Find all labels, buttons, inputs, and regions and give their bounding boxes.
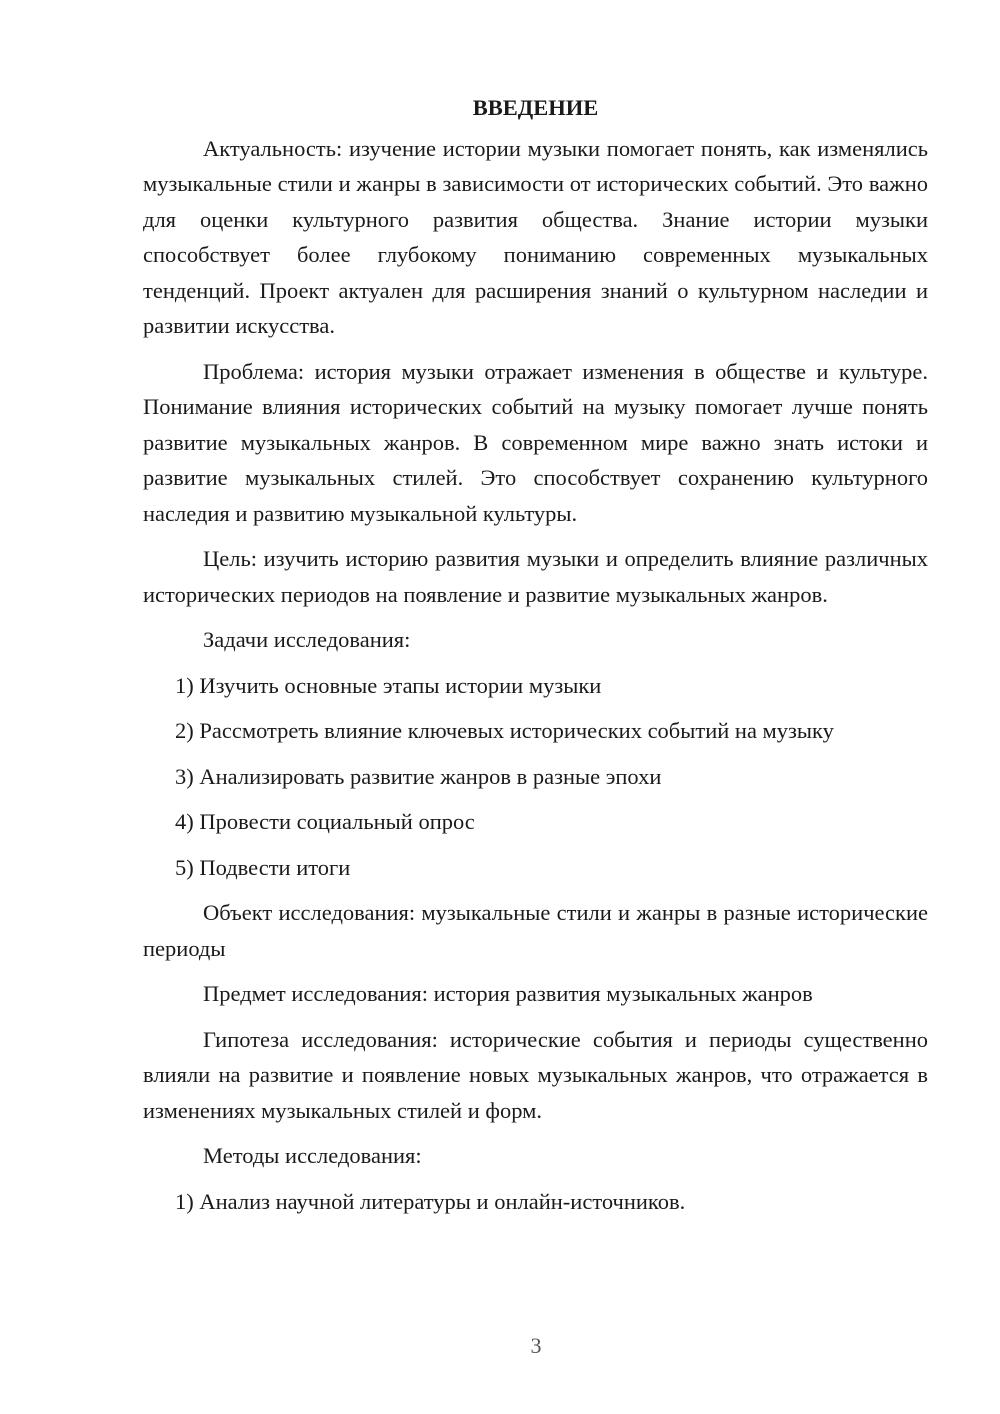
list-item: 4) Провести социальный опрос [175, 809, 475, 834]
methods-heading: Методы исследования: [203, 1143, 422, 1168]
list-item: 1) Изучить основные этапы истории музыки [175, 672, 602, 698]
list-item: 3) Анализировать развитие жанров в разные эпохи [175, 763, 662, 789]
list-item: 1) Анализ научной литературы и онлайн-источников. [175, 1188, 686, 1214]
paragraph-problem: Проблема: история музыки отражает изменения в обществе и культуре. Понимание влияния исторических событий на музыку помогает лучше понять развитие музыкальных жанров. В современном мире важно знать истоки и развитие музыкальных стилей. Это способствует сохранению культурного наследия и развитию музыкальной культуры. [143, 358, 928, 526]
paragraph-object: Объект исследования: музыкальные стили и жанры в разные исторические периоды [143, 900, 928, 961]
page-number: 3 [530, 1333, 542, 1358]
paragraph-relevance: Актуальность: изучение истории музыки помогает понять, как изменялись музыкальные стили и жанры в зависимости от исторических событий. Это важно для оценки культурного развития общества. Знание истории музыки способствует более глубокому пониманию современных музыкальных тенденций. Проект актуален для расширения знаний о культурном наследии и развитии искусства. [143, 135, 928, 338]
paragraph-subject: Предмет исследования: история развития музыкальных жанров [203, 981, 813, 1006]
paragraph-goal: Цель: изучить историю развития музыки и определить влияние различных исторических периодов на появление и развитие музыкальных жанров. [143, 546, 928, 607]
list-item: 2) Рассмотреть влияние ключевых исторических событий на музыку [175, 718, 834, 743]
section-title: ВВЕДЕНИЕ [472, 95, 599, 120]
tasks-heading: Задачи исследования: [203, 627, 411, 652]
paragraph-hypothesis: Гипотеза исследования: исторические события и периоды существенно влияли на развитие и появление новых музыкальных жанров, что отражается в изменениях музыкальных стилей и форм. [143, 1026, 928, 1123]
page-content [143, 90, 928, 1229]
list-item: 5) Подвести итоги [175, 854, 351, 880]
